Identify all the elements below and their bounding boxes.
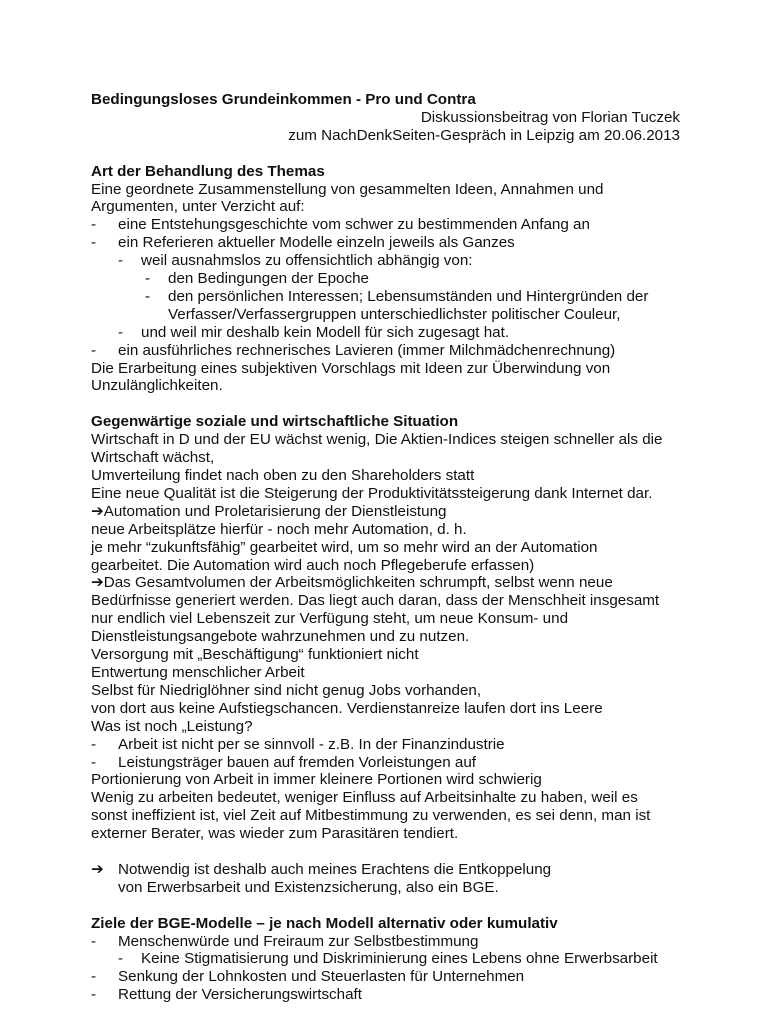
conclusion-line: von Erwerbsarbeit und Existenzsicherung, also ein BGE. <box>118 878 499 896</box>
arrow-line: ➔Das Gesamtvolumen der Arbeitsmöglichkeiten schrumpft, selbst wenn neue <box>91 574 613 592</box>
list-item: - Senkung der Lohnkosten und Steuerlasten für Unternehmen <box>91 968 525 986</box>
paragraph-line: neue Arbeitsplätze hierfür - noch mehr Automation, d. h. <box>91 520 467 538</box>
paragraph-line: Wenig zu arbeiten bedeutet, weniger Einfluss auf Arbeitsinhalte zu haben, weil es <box>91 789 638 807</box>
byline-author: Diskussionsbeitrag von Florian Tuczek <box>420 108 680 126</box>
list-subsubitem-continuation: Verfasser/Verfassergruppen unterschiedlichster politischer Couleur, <box>168 305 621 323</box>
paragraph-line: Portionierung von Arbeit in immer kleinere Portionen wird schwierig <box>91 771 542 789</box>
paragraph-line: von dort aus keine Aufstiegschancen. Verdienstanreize laufen dort ins Leere <box>91 699 603 717</box>
paragraph-line: Wirtschaft in D und der EU wächst wenig, Die Aktien-Indices steigen schneller als die <box>91 431 663 449</box>
paragraph-line: Eine geordnete Zusammenstellung von gesammelten Ideen, Annahmen und <box>91 180 604 198</box>
list-subsubitem: - den Bedingungen der Epoche <box>145 270 369 288</box>
paragraph-line: externer Berater, was wieder zum Parasitären tendiert. <box>91 825 459 843</box>
list-item: - Menschenwürde und Freiraum zur Selbstbestimmung <box>91 932 479 950</box>
paragraph-line: Versorgung mit „Beschäftigung“ funktioniert nicht <box>91 646 419 664</box>
arrow-icon: ➔ <box>91 860 104 878</box>
conclusion-line: Notwendig ist deshalb auch meines Erachtens die Entkoppelung <box>118 860 552 878</box>
document-title: Bedingungsloses Grundeinkommen - Pro und Contra <box>91 91 476 108</box>
list-subitem: - und weil mir deshalb kein Modell für sich zugesagt hat. <box>118 323 510 341</box>
paragraph-line: gearbeitet. Die Automation wird auch noch Pflegeberufe erfassen) <box>91 556 535 574</box>
paragraph-line: Eine neue Qualität ist die Steigerung der Produktivitätssteigerung dank Internet dar. <box>91 484 653 502</box>
paragraph-line: Wirtschaft wächst, <box>91 449 215 467</box>
byline-event: zum NachDenkSeiten-Gespräch in Leipzig am 20.06.2013 <box>288 126 680 144</box>
section-heading-treatment: Art der Behandlung des Themas <box>91 162 325 180</box>
list-subitem: - weil ausnahmslos zu offensichtlich abhängig von: <box>118 252 473 270</box>
list-subitem: - Keine Stigmatisierung und Diskriminierung eines Lebens ohne Erwerbsarbeit <box>118 950 658 968</box>
paragraph-line: sonst ineffizient ist, viel Zeit auf Mitbestimmung zu verwenden, es sei denn, man ist <box>91 807 651 825</box>
paragraph-line: Argumenten, unter Verzicht auf: <box>91 198 305 216</box>
paragraph-line: nur endlich viel Lebenszeit zur Verfügung steht, um neue Konsum- und <box>91 610 569 628</box>
paragraph-line: Bedürfnisse generiert werden. Das liegt auch daran, dass der Menschheit insgesamt <box>91 592 660 610</box>
paragraph-line: Selbst für Niedriglöhner sind nicht genug Jobs vorhanden, <box>91 681 482 699</box>
list-item: - Leistungsträger bauen auf fremden Vorleistungen auf <box>91 753 476 771</box>
paragraph-line: Dienstleistungsangebote wahrzunehmen und zu nutzen. <box>91 628 470 646</box>
paragraph-line: Entwertung menschlicher Arbeit <box>91 663 305 681</box>
arrow-icon: ➔ <box>91 502 104 520</box>
list-item: - Arbeit ist nicht per se sinnvoll - z.B. In der Finanzindustrie <box>91 735 505 753</box>
list-item: - ein ausführliches rechnerisches Lavieren (immer Milchmädchenrechnung) <box>91 341 616 359</box>
section-heading-situation: Gegenwärtige soziale und wirtschaftliche Situation <box>91 413 459 431</box>
list-item: - eine Entstehungsgeschichte vom schwer zu bestimmenden Anfang an <box>91 216 590 234</box>
arrow-line: ➔Automation und Proletarisierung der Dienstleistung <box>91 502 447 520</box>
paragraph-line: Umverteilung findet nach oben zu den Shareholders statt <box>91 467 475 484</box>
conclusion-block <box>91 861 680 897</box>
paragraph-line: Die Erarbeitung eines subjektiven Vorschlags mit Ideen zur Überwindung von <box>91 359 611 377</box>
arrow-icon: ➔ <box>91 574 104 592</box>
list-item: - Rettung der Versicherungswirtschaft <box>91 986 362 1004</box>
paragraph-line: je mehr “zukunftsfähig” gearbeitet wird, um so mehr wird an der Automation <box>91 538 598 556</box>
paragraph-line: Unzulänglichkeiten. <box>91 377 223 395</box>
list-subsubitem: - den persönlichen Interessen; Lebensumständen und Hintergründen der <box>145 287 649 305</box>
list-item: - ein Referieren aktueller Modelle einzeln jeweils als Ganzes <box>91 234 515 252</box>
paragraph-line: Was ist noch „Leistung? <box>91 717 253 735</box>
section-heading-goals: Ziele der BGE-Modelle – je nach Modell alternativ oder kumulativ <box>91 914 558 932</box>
